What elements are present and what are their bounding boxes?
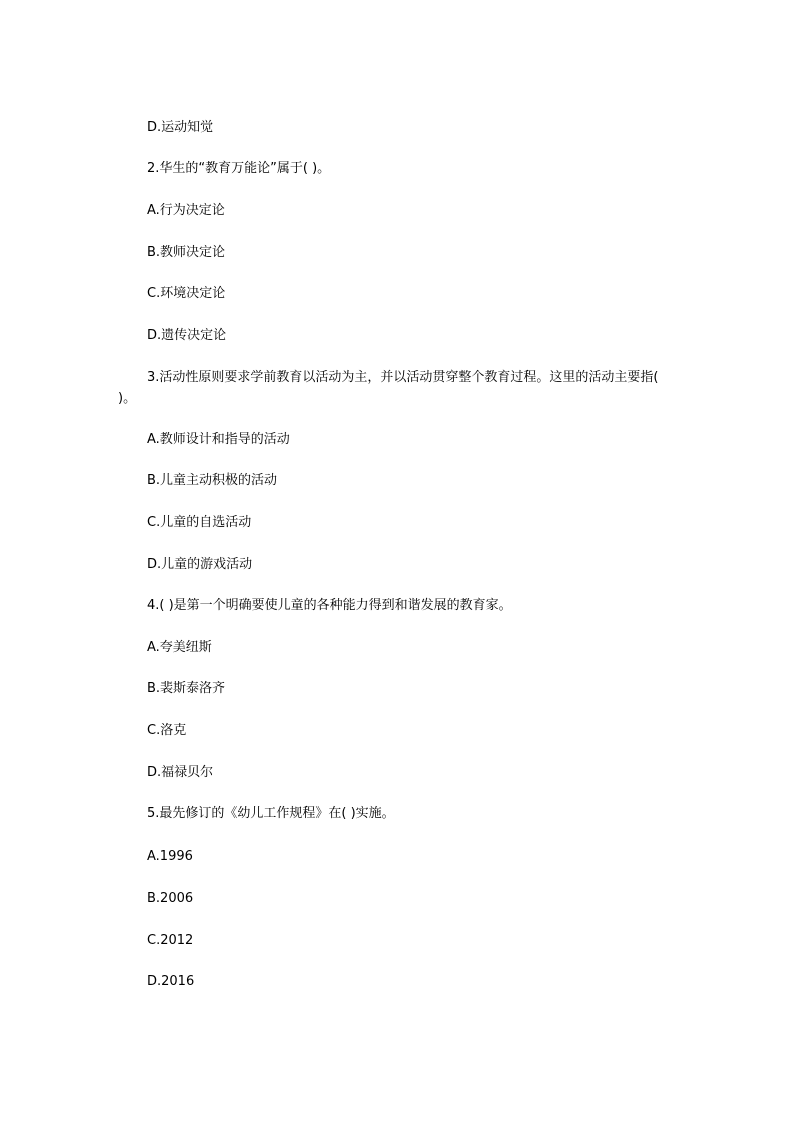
- question-3-option-a: A.教师设计和指导的活动: [147, 432, 290, 447]
- question-4-option-d: D.福禄贝尔: [147, 765, 214, 780]
- question-2-option-b: B.教师决定论: [147, 245, 226, 260]
- question-2-option-c: C.环境决定论: [147, 286, 226, 301]
- question-5-stem: 5.最先修订的《幼儿工作规程》在( )实施。: [147, 806, 395, 821]
- question-2-option-a: A.行为决定论: [147, 203, 225, 218]
- question-1-option-d: D.运动知觉: [147, 120, 214, 135]
- question-5-option-c: C.2012: [147, 933, 194, 948]
- question-2-option-d: D.遗传决定论: [147, 328, 227, 343]
- question-3-option-d: D.儿童的游戏活动: [147, 557, 253, 572]
- question-4-option-b: B.裴斯泰洛齐: [147, 681, 226, 696]
- question-5-option-b: B.2006: [147, 891, 194, 906]
- question-3-stem: 3.活动性原则要求学前教育以活动为主，并以活动贯穿整个教育过程。这里的活动主要指( )。: [118, 370, 659, 406]
- question-4-option-c: C.洛克: [147, 723, 187, 738]
- question-4-stem: 4.( )是第一个明确要使儿童的各种能力得到和谐发展的教育家。: [147, 598, 512, 613]
- question-3-option-b: B.儿童主动积极的活动: [147, 473, 278, 488]
- question-3-option-c: C.儿童的自选活动: [147, 515, 252, 530]
- question-2-stem: 2.华生的“教育万能论”属于( )。: [147, 161, 331, 176]
- question-4-option-a: A.夸美纽斯: [147, 640, 212, 655]
- question-5-option-a: A.1996: [147, 849, 193, 864]
- question-5-option-d: D.2016: [147, 974, 195, 989]
